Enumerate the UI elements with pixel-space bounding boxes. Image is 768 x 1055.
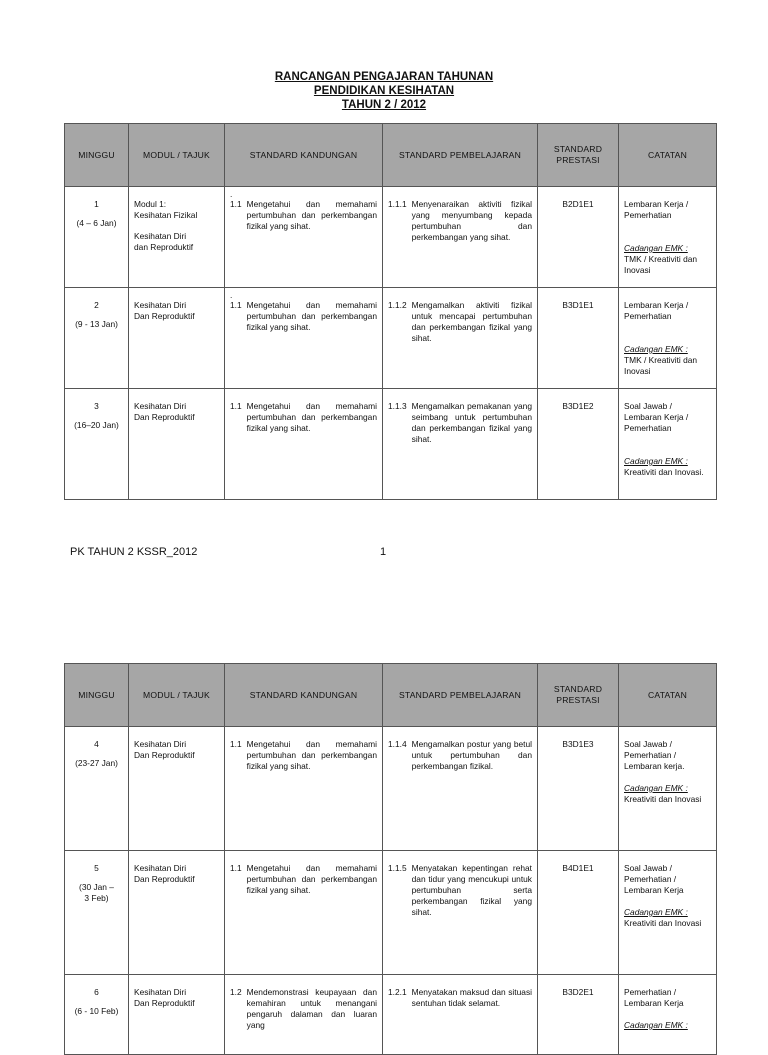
sp-text: Mengamalkan pemakanan yang seimbang untuk pertumbuhan dan perkembangan fizikal yang sihat.	[411, 401, 532, 444]
sp-text: Menyatakan kepentingan rehat dan tidur yang mencukupi untuk pertumbuhan serta perkembangan fizikal yang sihat.	[411, 863, 532, 917]
header-modul: MODUL / TAJUK	[129, 664, 225, 727]
table-header-row	[65, 124, 717, 187]
header-minggu: MINGGU	[65, 664, 129, 727]
title-line-3: TAHUN 2 / 2012	[341, 99, 427, 111]
week-number: 5	[94, 863, 99, 873]
standard-prestasi-cell: B3D1E1	[538, 288, 619, 389]
module-title: Kesihatan Diri Dan Reproduktif	[134, 300, 195, 321]
module-cell	[129, 389, 225, 500]
lesson-plan-table-1	[64, 123, 717, 500]
table-row	[65, 389, 717, 500]
week-dates: (16–20 Jan)	[74, 420, 119, 430]
sp-number: 1.2.1	[388, 987, 407, 997]
header-standard-pembelajaran: STANDARD PEMBELAJARAN	[383, 664, 538, 727]
week-dates: (6 - 10 Feb)	[74, 1006, 119, 1016]
module-cell	[129, 187, 225, 288]
week-cell	[65, 389, 129, 500]
catatan-cell	[619, 187, 717, 288]
table-row	[65, 187, 717, 288]
sp-item	[388, 987, 532, 1009]
module-cell	[129, 288, 225, 389]
catatan-main: Lembaran Kerja / Pemerhatian	[624, 300, 689, 321]
standard-kandungan-cell	[225, 851, 383, 975]
lesson-plan-table-2	[64, 663, 717, 1055]
standard-pembelajaran-cell	[383, 187, 538, 288]
emk-suggestion-label: Cadangan EMK :	[624, 456, 688, 466]
standard-prestasi-cell: B3D1E2	[538, 389, 619, 500]
sk-number: 1.1	[230, 401, 242, 411]
week-dates: (23-27 Jan)	[75, 758, 118, 768]
standard-prestasi-cell: B4D1E1	[538, 851, 619, 975]
table-row	[65, 975, 717, 1055]
sk-text: Mengetahui dan memahami pertumbuhan dan perkembangan fizikal yang sihat.	[246, 199, 377, 231]
standard-kandungan-cell: . 1.1 Mengetahui dan memahami pertumbuhan dan perkembangan fizikal yang sihat.	[225, 187, 383, 288]
emk-suggestion-label: Cadangan EMK :	[624, 243, 688, 253]
sk-item	[230, 199, 377, 232]
module-title: Kesihatan Diri Dan Reproduktif	[134, 987, 195, 1008]
standard-pembelajaran-cell	[383, 851, 538, 975]
sp-text: Mengamalkan postur yang betul untuk pertumbuhan dan perkembangan fizikal.	[411, 739, 532, 771]
module-title: Kesihatan Diri Dan Reproduktif	[134, 739, 195, 760]
emk-suggestion-label: Cadangan EMK :	[624, 344, 688, 354]
sk-text: Mengetahui dan memahami pertumbuhan dan perkembangan fizikal yang sihat.	[246, 401, 377, 433]
emk-suggestion-label: Cadangan EMK :	[624, 1020, 688, 1030]
sp-text: Menyenaraikan aktiviti fizikal yang menyumbang kepada pertumbuhan dan perkembangan yang sihat.	[411, 199, 532, 242]
standard-pembelajaran-cell	[383, 389, 538, 500]
standard-prestasi-cell: B3D1E3	[538, 727, 619, 851]
module-title: Kesihatan Diri Dan Reproduktif	[134, 401, 195, 422]
module-cell	[129, 975, 225, 1055]
header-catatan: CATATAN	[619, 664, 717, 727]
catatan-main: Soal Jawab / Pemerhatian / Lembaran kerja.	[624, 739, 685, 771]
catatan-main: Pemerhatian / Lembaran Kerja	[624, 987, 684, 1008]
sk-number: 1.2	[230, 987, 242, 997]
standard-pembelajaran-cell	[383, 727, 538, 851]
module-title: Kesihatan Diri Dan Reproduktif	[134, 863, 195, 884]
header-standard-prestasi: STANDARD PRESTASI	[538, 664, 619, 727]
sp-item	[388, 739, 532, 772]
catatan-main: Soal Jawab / Lembaran Kerja / Pemerhatian	[624, 401, 689, 433]
emk-suggestion-label: Cadangan EMK :	[624, 907, 688, 917]
week-number: 6	[94, 987, 99, 997]
sk-item	[230, 300, 377, 333]
emk-suggestion-value: Kreativiti dan Inovasi.	[624, 467, 704, 477]
sp-item	[388, 863, 532, 918]
standard-kandungan-cell	[225, 727, 383, 851]
standard-kandungan-cell	[225, 389, 383, 500]
emk-suggestion-value: Kreativiti dan Inovasi	[624, 918, 702, 928]
title-line-2: PENDIDIKAN KESIHATAN	[313, 85, 455, 97]
week-cell	[65, 851, 129, 975]
catatan-main: Lembaran Kerja / Pemerhatian	[624, 199, 689, 220]
module-title: Modul 1: Kesihatan Fizikal	[134, 199, 198, 220]
sk-number: 1.1	[230, 199, 242, 209]
standard-pembelajaran-cell	[383, 975, 538, 1055]
module-subtitle: Kesihatan Diri dan Reproduktif	[134, 231, 194, 252]
emk-suggestion-label: Cadangan EMK :	[624, 783, 688, 793]
header-catatan: CATATAN	[619, 124, 717, 187]
sp-text: Mengamalkan aktiviti fizikal untuk mencapai pertumbuhan dan perkembangan fizikal yang sihat.	[411, 300, 532, 343]
table-row	[65, 727, 717, 851]
sk-text: Mengetahui dan memahami pertumbuhan dan perkembangan fizikal yang sihat.	[246, 863, 377, 895]
sk-number: 1.1	[230, 739, 242, 749]
catatan-cell	[619, 851, 717, 975]
standard-pembelajaran-cell	[383, 288, 538, 389]
sk-number: 1.1	[230, 863, 242, 873]
table-row	[65, 851, 717, 975]
sk-text: Mengetahui dan memahami pertumbuhan dan perkembangan fizikal yang sihat.	[246, 739, 377, 771]
week-cell	[65, 187, 129, 288]
table-row	[65, 288, 717, 389]
header-standard-pembelajaran: STANDARD PEMBELAJARAN	[383, 124, 538, 187]
catatan-cell	[619, 975, 717, 1055]
week-cell	[65, 727, 129, 851]
week-cell	[65, 975, 129, 1055]
sk-text: Mengetahui dan memahami pertumbuhan dan perkembangan fizikal yang sihat.	[246, 300, 377, 332]
header-modul: MODUL / TAJUK	[129, 124, 225, 187]
page-number: 1	[380, 546, 387, 558]
sp-number: 1.1.5	[388, 863, 407, 873]
standard-kandungan-cell	[225, 975, 383, 1055]
standard-prestasi-cell: B2D1E1	[538, 187, 619, 288]
emk-suggestion-value: TMK / Kreativiti dan Inovasi	[624, 355, 698, 376]
week-dates: (4 – 6 Jan)	[76, 218, 117, 228]
standard-prestasi-cell: B3D2E1	[538, 975, 619, 1055]
sk-item	[230, 739, 377, 772]
sp-number: 1.1.2	[388, 300, 407, 310]
sp-item	[388, 401, 532, 445]
week-cell	[65, 288, 129, 389]
catatan-main: Soal Jawab / Pemerhatian / Lembaran Kerja	[624, 863, 684, 895]
sp-number: 1.1.4	[388, 739, 407, 749]
page-title	[0, 70, 768, 112]
week-number: 4	[94, 739, 99, 749]
week-number: 2	[94, 300, 99, 310]
header-standard-prestasi: STANDARD PRESTASI	[538, 124, 619, 187]
sp-number: 1.1.3	[388, 401, 407, 411]
week-number: 3	[94, 401, 99, 411]
table-header-row	[65, 664, 717, 727]
sp-text: Menyatakan maksud dan situasi sentuhan tidak selamat.	[411, 987, 532, 1008]
sp-item	[388, 300, 532, 344]
emk-suggestion-value: TMK / Kreativiti dan Inovasi	[624, 254, 698, 275]
header-minggu: MINGGU	[65, 124, 129, 187]
catatan-cell	[619, 389, 717, 500]
module-cell	[129, 727, 225, 851]
sp-item	[388, 199, 532, 243]
footer-label: PK TAHUN 2 KSSR_2012	[70, 546, 198, 558]
sk-text: Mendemonstrasi keupayaan dan kemahiran untuk menangani pengaruh dalaman dan luaran yang	[246, 987, 377, 1030]
week-number: 1	[94, 199, 99, 209]
sk-number: 1.1	[230, 300, 242, 310]
week-dates: (9 - 13 Jan)	[75, 319, 118, 329]
sk-item	[230, 863, 377, 896]
week-dates: (30 Jan – 3 Feb)	[79, 882, 114, 903]
catatan-cell	[619, 727, 717, 851]
header-standard-kandungan: STANDARD KANDUNGAN	[225, 124, 383, 187]
standard-kandungan-cell: . 1.1 Mengetahui dan memahami pertumbuhan dan perkembangan fizikal yang sihat.	[225, 288, 383, 389]
title-line-1: RANCANGAN PENGAJARAN TAHUNAN	[274, 71, 494, 83]
emk-suggestion-value: Kreativiti dan Inovasi	[624, 794, 702, 804]
sk-item	[230, 987, 377, 1031]
module-cell	[129, 851, 225, 975]
header-standard-kandungan: STANDARD KANDUNGAN	[225, 664, 383, 727]
sp-number: 1.1.1	[388, 199, 407, 209]
catatan-cell	[619, 288, 717, 389]
sk-item	[230, 401, 377, 434]
